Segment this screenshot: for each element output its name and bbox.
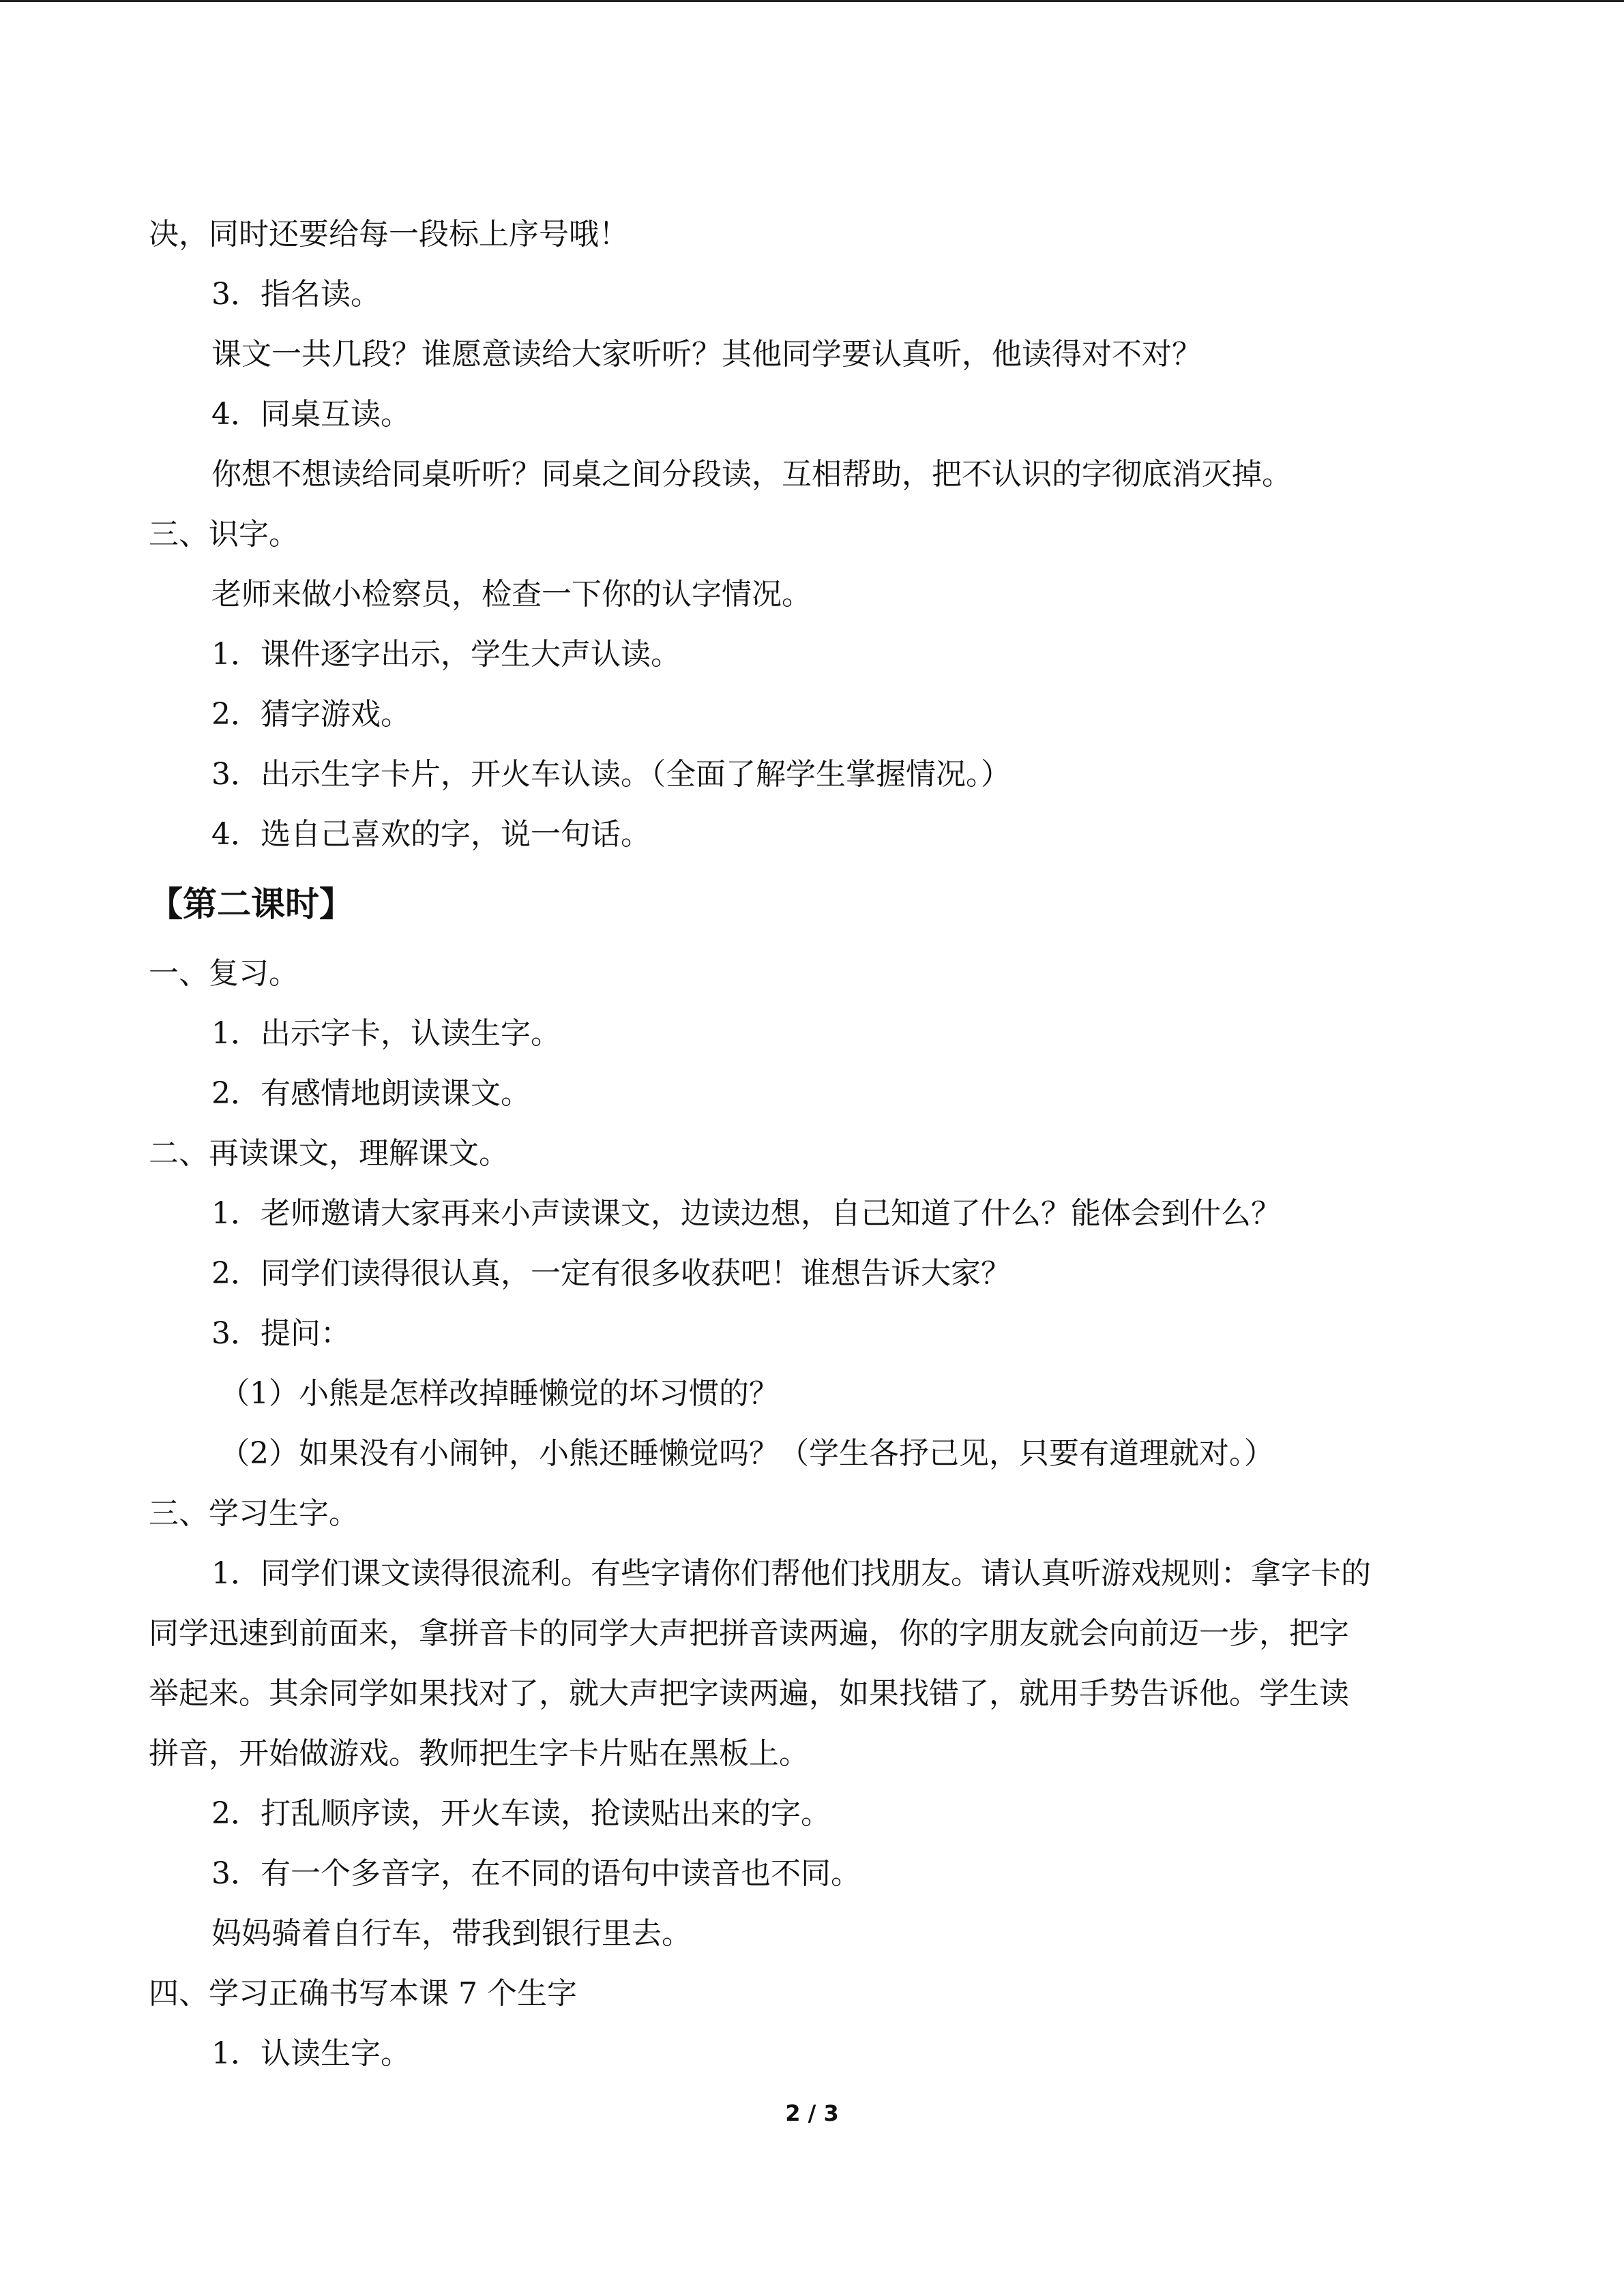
text-line: 拼音，开始做游戏。教师把生字卡片贴在黑板上。 bbox=[149, 1736, 809, 1771]
text-line: 3．有一个多音字，在不同的语句中读音也不同。 bbox=[211, 1856, 861, 1891]
text-line: 课文一共几段？谁愿意读给大家听听？其他同学要认真听，他读得对不对？ bbox=[211, 337, 1202, 372]
text-line: 3．指名读。 bbox=[211, 277, 381, 312]
text-line: （2）如果没有小闹钟，小熊还睡懒觉吗？（学生各抒己见，只要有道理就对。） bbox=[220, 1436, 1274, 1471]
heading-4: 四、学习正确书写本课 7 个生字 bbox=[149, 1976, 577, 2011]
text-line: 2．打乱顺序读，开火车读，抢读贴出来的字。 bbox=[211, 1796, 831, 1831]
heading-3: 三、学习生字。 bbox=[149, 1496, 359, 1531]
text-line: 1．同学们课文读得很流利。有些字请你们帮他们找朋友。请认真听游戏规则：拿字卡的 bbox=[211, 1556, 1371, 1591]
heading-3: 三、识字。 bbox=[149, 517, 299, 552]
text-line: 决，同时还要给每一段标上序号哦！ bbox=[149, 217, 629, 252]
top-border bbox=[0, 0, 1624, 2]
text-line: 2．猜字游戏。 bbox=[211, 697, 411, 732]
page-number: 2 / 3 bbox=[785, 2100, 839, 2126]
text-line: （1）小熊是怎样改掉睡懒觉的坏习惯的？ bbox=[220, 1376, 779, 1411]
text-line: 1．认读生字。 bbox=[211, 2036, 411, 2071]
example-sentence: 妈妈骑着自行车，带我到银行里去。 bbox=[211, 1916, 692, 1951]
text-line: 1．课件逐字出示，学生大声认读。 bbox=[211, 637, 681, 672]
text-line: 1．老师邀请大家再来小声读课文，边读边想，自己知道了什么？能体会到什么？ bbox=[211, 1196, 1281, 1231]
text-line: 老师来做小检察员，检查一下你的认字情况。 bbox=[211, 577, 812, 612]
document-body bbox=[149, 205, 1475, 2084]
text-line: 2．有感情地朗读课文。 bbox=[211, 1076, 531, 1111]
heading-1: 一、复习。 bbox=[149, 956, 299, 991]
text-line: 同学迅速到前面来，拿拼音卡的同学大声把拼音读两遍，你的字朋友就会向前迈一步，把字 bbox=[149, 1616, 1349, 1651]
text-line: 4．选自己喜欢的字，说一句话。 bbox=[211, 817, 651, 852]
text-line: 2．同学们读得很认真，一定有很多收获吧！谁想告诉大家？ bbox=[211, 1256, 1011, 1291]
heading-2: 二、再读课文，理解课文。 bbox=[149, 1136, 509, 1171]
text-line: 3．出示生字卡片，开火车认读。（全面了解学生掌握情况。） bbox=[211, 757, 1011, 792]
section-title: 【第二课时】 bbox=[149, 884, 353, 924]
text-line: 1．出示字卡，认读生字。 bbox=[211, 1016, 561, 1051]
text-line: 你想不想读给同桌听听？同桌之间分段读，互相帮助，把不认识的字彻底消灭掉。 bbox=[211, 457, 1292, 492]
text-line: 举起来。其余同学如果找对了，就大声把字读两遍，如果找错了，就用手势告诉他。学生读 bbox=[149, 1676, 1349, 1711]
text-line: 3．提问： bbox=[211, 1316, 351, 1351]
text-line: 4．同桌互读。 bbox=[211, 397, 411, 432]
